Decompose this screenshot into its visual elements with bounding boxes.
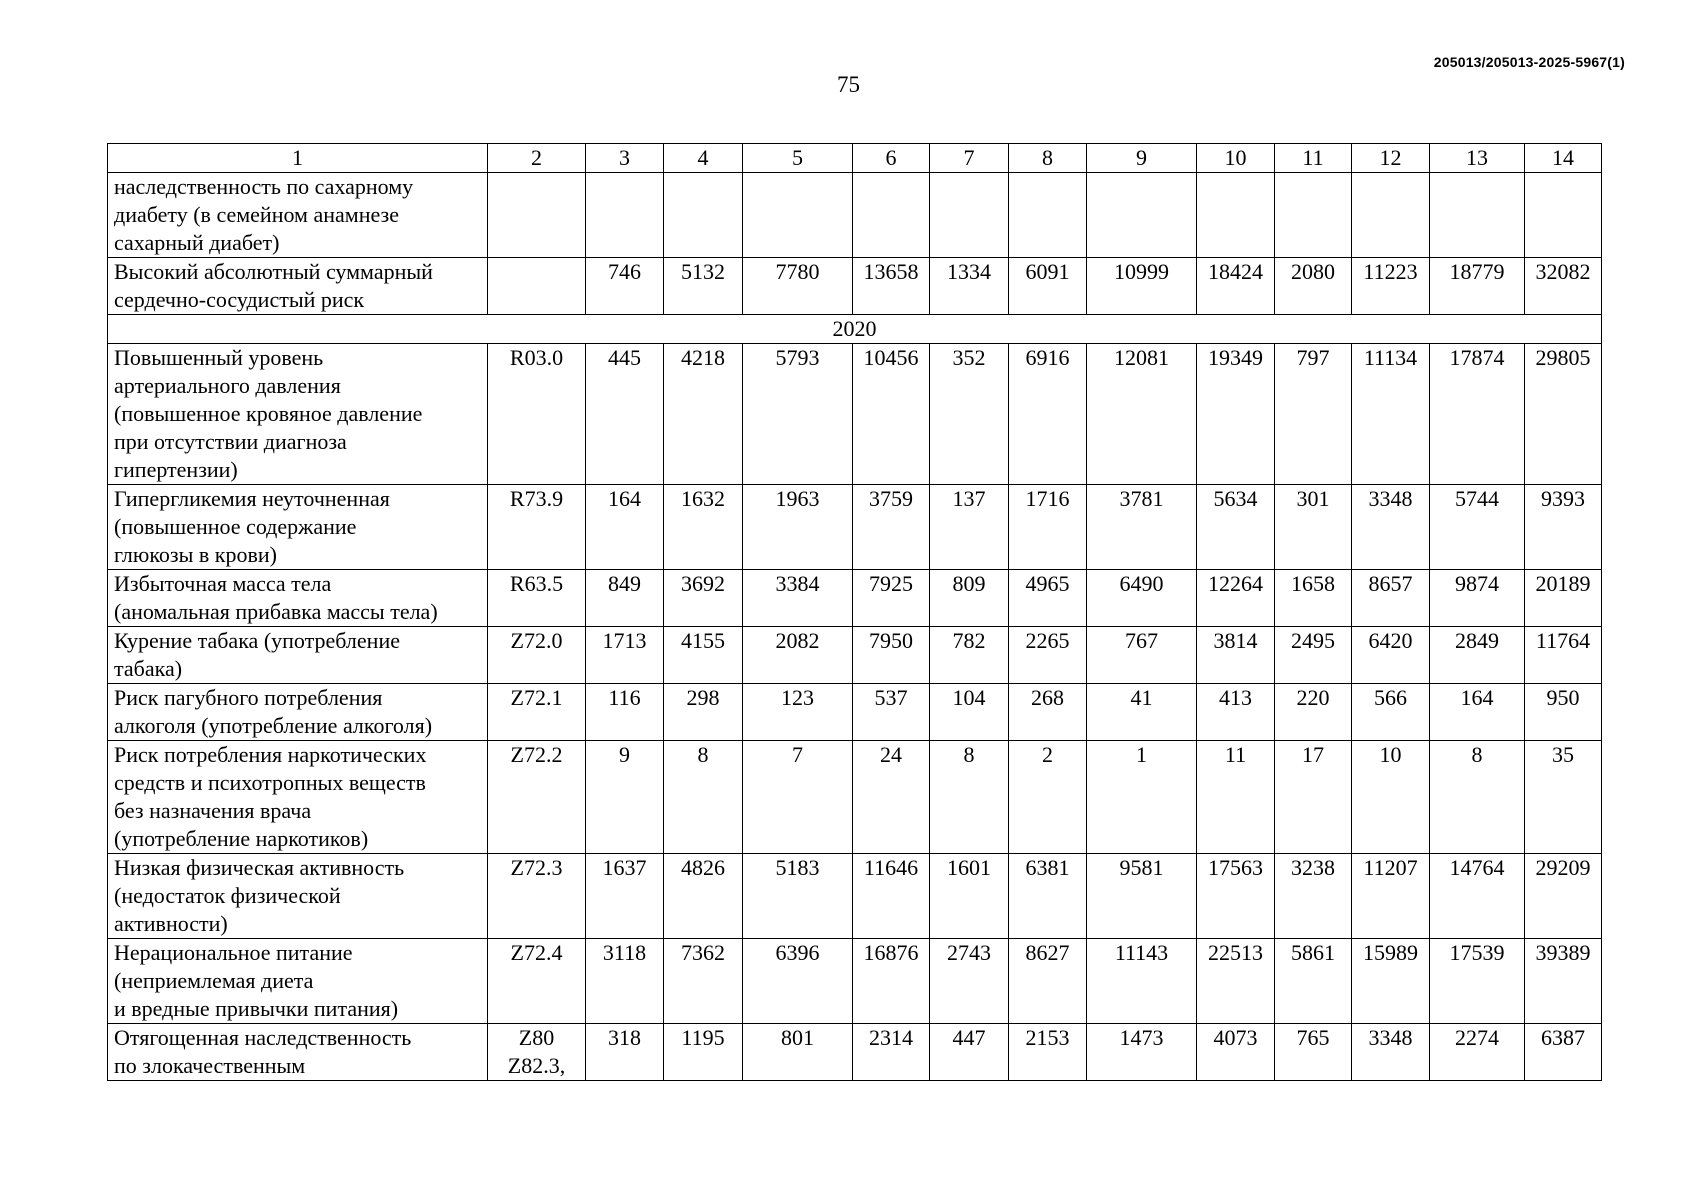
indicator-name-line: артериального давления	[114, 373, 341, 398]
value-cell-col-9: 6490	[1087, 570, 1197, 627]
indicator-name-line: средств и психотропных веществ	[114, 770, 426, 795]
value-cell-col-8: 2265	[1009, 627, 1087, 684]
value-cell-col-6: 537	[853, 684, 930, 741]
value-cell-col-14: 11764	[1525, 627, 1602, 684]
table-row	[108, 485, 1602, 570]
table-row	[108, 258, 1602, 315]
value-cell-col-11	[1275, 173, 1352, 258]
value-cell-col-5: 7780	[743, 258, 853, 315]
value-cell-col-10: 22513	[1197, 939, 1275, 1024]
column-header-5: 5	[743, 144, 853, 173]
column-header-8: 8	[1009, 144, 1087, 173]
value-cell-col-8: 6916	[1009, 344, 1087, 485]
indicator-name-line: алкоголя (употребление алкоголя)	[114, 713, 433, 738]
value-cell-col-5: 2082	[743, 627, 853, 684]
column-header-13: 13	[1430, 144, 1525, 173]
column-header-12: 12	[1352, 144, 1430, 173]
table-row	[108, 854, 1602, 939]
value-cell-col-13: 17539	[1430, 939, 1525, 1024]
value-cell-col-3: 746	[586, 258, 664, 315]
value-cell-col-11: 765	[1275, 1024, 1352, 1081]
indicator-name	[108, 627, 488, 684]
indicator-name	[108, 344, 488, 485]
value-cell-col-7: 809	[930, 570, 1009, 627]
value-cell-col-14	[1525, 173, 1602, 258]
indicator-name-line: сахарный диабет)	[114, 230, 280, 255]
value-cell-col-12: 8657	[1352, 570, 1430, 627]
indicator-name-line: табака)	[114, 656, 183, 681]
value-cell-col-12: 3348	[1352, 1024, 1430, 1081]
indicator-name-line: Курение табака (употребление	[114, 628, 400, 653]
value-cell-col-14: 39389	[1525, 939, 1602, 1024]
indicator-name-line: и вредные привычки питания)	[114, 996, 399, 1021]
icd-code-line: Z72.0	[510, 628, 563, 653]
indicator-name-line: (неприемлемая диета	[114, 968, 314, 993]
value-cell-col-8: 6381	[1009, 854, 1087, 939]
icd-code	[488, 485, 586, 570]
value-cell-col-11: 3238	[1275, 854, 1352, 939]
column-header-2: 2	[488, 144, 586, 173]
value-cell-col-5: 5793	[743, 344, 853, 485]
value-cell-col-4: 1632	[664, 485, 743, 570]
value-cell-col-4: 298	[664, 684, 743, 741]
icd-code-line: Z72.1	[510, 685, 563, 710]
table-row	[108, 1024, 1602, 1081]
value-cell-col-4: 4155	[664, 627, 743, 684]
value-cell-col-11: 797	[1275, 344, 1352, 485]
year-row	[108, 315, 1602, 344]
value-cell-col-8: 1716	[1009, 485, 1087, 570]
value-cell-col-9	[1087, 173, 1197, 258]
value-cell-col-3: 318	[586, 1024, 664, 1081]
value-cell-col-6	[853, 173, 930, 258]
value-cell-col-6: 24	[853, 741, 930, 854]
value-cell-col-12	[1352, 173, 1430, 258]
indicator-name-line: по злокачественным	[114, 1053, 306, 1078]
value-cell-col-13: 8	[1430, 741, 1525, 854]
icd-code-line: Z80	[518, 1025, 555, 1050]
value-cell-col-8: 8627	[1009, 939, 1087, 1024]
value-cell-col-10: 18424	[1197, 258, 1275, 315]
value-cell-col-10: 11	[1197, 741, 1275, 854]
indicator-name-line: активности)	[114, 911, 228, 936]
icd-code-line: R73.9	[509, 486, 564, 511]
value-cell-col-7: 137	[930, 485, 1009, 570]
value-cell-col-8: 268	[1009, 684, 1087, 741]
value-cell-col-10: 17563	[1197, 854, 1275, 939]
year-label: 2020	[108, 315, 1602, 344]
value-cell-col-7: 8	[930, 741, 1009, 854]
value-cell-col-3: 445	[586, 344, 664, 485]
value-cell-col-5: 5183	[743, 854, 853, 939]
icd-code	[488, 741, 586, 854]
icd-code	[488, 684, 586, 741]
value-cell-col-3: 1713	[586, 627, 664, 684]
indicator-name-line: (аномальная прибавка массы тела)	[114, 599, 438, 624]
value-cell-col-9: 9581	[1087, 854, 1197, 939]
icd-code	[488, 854, 586, 939]
icd-code	[488, 173, 586, 258]
value-cell-col-12: 15989	[1352, 939, 1430, 1024]
value-cell-col-4: 1195	[664, 1024, 743, 1081]
icd-code-line: R63.5	[509, 571, 564, 596]
indicator-name-line: Гипергликемия неуточненная	[114, 486, 390, 511]
indicator-name-line: (повышенное кровяное давление	[114, 401, 423, 426]
value-cell-col-3: 9	[586, 741, 664, 854]
table-row	[108, 173, 1602, 258]
value-cell-col-13: 5744	[1430, 485, 1525, 570]
value-cell-col-5	[743, 173, 853, 258]
indicator-name-line: диабету (в семейном анамнезе	[114, 202, 399, 227]
value-cell-col-5: 1963	[743, 485, 853, 570]
value-cell-col-5: 3384	[743, 570, 853, 627]
value-cell-col-14: 29805	[1525, 344, 1602, 485]
indicator-name	[108, 485, 488, 570]
column-header-9: 9	[1087, 144, 1197, 173]
value-cell-col-3: 116	[586, 684, 664, 741]
table-row	[108, 939, 1602, 1024]
icd-code-line: Z82.3,	[507, 1053, 566, 1078]
indicator-name-line: наследственность по сахарному	[114, 174, 414, 199]
value-cell-col-3: 1637	[586, 854, 664, 939]
value-cell-col-4: 8	[664, 741, 743, 854]
value-cell-col-7: 2743	[930, 939, 1009, 1024]
column-header-6: 6	[853, 144, 930, 173]
icd-code-line: Z72.2	[510, 742, 563, 767]
value-cell-col-13: 18779	[1430, 258, 1525, 315]
indicator-name-line: (употребление наркотиков)	[114, 826, 369, 851]
value-cell-col-6: 2314	[853, 1024, 930, 1081]
value-cell-col-9: 12081	[1087, 344, 1197, 485]
value-cell-col-11: 220	[1275, 684, 1352, 741]
indicator-name-line: Повышенный уровень	[114, 345, 324, 370]
value-cell-col-9: 767	[1087, 627, 1197, 684]
value-cell-col-7: 447	[930, 1024, 1009, 1081]
value-cell-col-10	[1197, 173, 1275, 258]
indicator-name-line: сердечно-сосудистый риск	[114, 287, 365, 312]
indicator-name	[108, 1024, 488, 1081]
value-cell-col-3: 164	[586, 485, 664, 570]
indicator-name-line: Риск пагубного потребления	[114, 685, 383, 710]
value-cell-col-4: 3692	[664, 570, 743, 627]
value-cell-col-7: 1601	[930, 854, 1009, 939]
indicator-name-line: без назначения врача	[114, 798, 312, 823]
value-cell-col-12: 10	[1352, 741, 1430, 854]
column-header-11: 11	[1275, 144, 1352, 173]
value-cell-col-12: 3348	[1352, 485, 1430, 570]
table-row	[108, 741, 1602, 854]
value-cell-col-6: 13658	[853, 258, 930, 315]
value-cell-col-14: 9393	[1525, 485, 1602, 570]
indicator-name-line: при отсутствии диагноза	[114, 429, 347, 454]
value-cell-col-13: 17874	[1430, 344, 1525, 485]
indicator-name-line: Высокий абсолютный суммарный	[114, 259, 433, 284]
value-cell-col-14: 35	[1525, 741, 1602, 854]
document-id: 205013/205013-2025-5967(1)	[1433, 54, 1625, 70]
value-cell-col-3	[586, 173, 664, 258]
value-cell-col-8: 2	[1009, 741, 1087, 854]
table-row	[108, 684, 1602, 741]
value-cell-col-11: 2080	[1275, 258, 1352, 315]
icd-code	[488, 1024, 586, 1081]
icd-code-line: Z72.3	[510, 855, 563, 880]
value-cell-col-7: 782	[930, 627, 1009, 684]
value-cell-col-14: 32082	[1525, 258, 1602, 315]
value-cell-col-12: 11223	[1352, 258, 1430, 315]
value-cell-col-3: 849	[586, 570, 664, 627]
value-cell-col-9: 10999	[1087, 258, 1197, 315]
indicator-name-line: глюкозы в крови)	[114, 542, 277, 567]
value-cell-col-10: 5634	[1197, 485, 1275, 570]
value-cell-col-13: 14764	[1430, 854, 1525, 939]
value-cell-col-9: 41	[1087, 684, 1197, 741]
value-cell-col-14: 6387	[1525, 1024, 1602, 1081]
value-cell-col-13: 164	[1430, 684, 1525, 741]
value-cell-col-4: 4826	[664, 854, 743, 939]
value-cell-col-13: 2274	[1430, 1024, 1525, 1081]
value-cell-col-3: 3118	[586, 939, 664, 1024]
value-cell-col-10: 19349	[1197, 344, 1275, 485]
indicator-name	[108, 854, 488, 939]
value-cell-col-7: 104	[930, 684, 1009, 741]
indicator-name	[108, 173, 488, 258]
column-header-10: 10	[1197, 144, 1275, 173]
value-cell-col-6: 7950	[853, 627, 930, 684]
value-cell-col-8: 6091	[1009, 258, 1087, 315]
value-cell-col-6: 7925	[853, 570, 930, 627]
column-header-3: 3	[586, 144, 664, 173]
indicator-name	[108, 684, 488, 741]
icd-code-line: Z72.4	[510, 940, 563, 965]
data-table	[107, 143, 1602, 1081]
value-cell-col-5: 7	[743, 741, 853, 854]
indicator-name-line: (повышенное содержание	[114, 514, 357, 539]
value-cell-col-4: 4218	[664, 344, 743, 485]
indicator-name	[108, 939, 488, 1024]
value-cell-col-5: 123	[743, 684, 853, 741]
value-cell-col-14: 20189	[1525, 570, 1602, 627]
value-cell-col-14: 950	[1525, 684, 1602, 741]
value-cell-col-11: 301	[1275, 485, 1352, 570]
value-cell-col-11: 1658	[1275, 570, 1352, 627]
value-cell-col-8	[1009, 173, 1087, 258]
icd-code	[488, 627, 586, 684]
value-cell-col-8: 2153	[1009, 1024, 1087, 1081]
indicator-name-line: Избыточная масса тела	[114, 571, 332, 596]
icd-code-line: R03.0	[509, 345, 564, 370]
indicator-name-line: гипертензии)	[114, 457, 238, 482]
indicator-name	[108, 570, 488, 627]
value-cell-col-9: 1	[1087, 741, 1197, 854]
value-cell-col-6: 3759	[853, 485, 930, 570]
value-cell-col-7	[930, 173, 1009, 258]
value-cell-col-11: 2495	[1275, 627, 1352, 684]
indicator-name-line: Низкая физическая активность	[114, 855, 405, 880]
value-cell-col-11: 5861	[1275, 939, 1352, 1024]
value-cell-col-12: 566	[1352, 684, 1430, 741]
icd-code	[488, 344, 586, 485]
page-number: 75	[837, 72, 860, 97]
indicator-name	[108, 741, 488, 854]
value-cell-col-10: 413	[1197, 684, 1275, 741]
value-cell-col-5: 6396	[743, 939, 853, 1024]
table-row	[108, 627, 1602, 684]
indicator-name-line: Нерациональное питание	[114, 940, 353, 965]
value-cell-col-10: 4073	[1197, 1024, 1275, 1081]
icd-code	[488, 939, 586, 1024]
value-cell-col-14: 29209	[1525, 854, 1602, 939]
indicator-name	[108, 258, 488, 315]
value-cell-col-4: 7362	[664, 939, 743, 1024]
indicator-name-line: Риск потребления наркотических	[114, 742, 427, 767]
column-header-14: 14	[1525, 144, 1602, 173]
header-row	[108, 144, 1602, 173]
value-cell-col-6: 16876	[853, 939, 930, 1024]
value-cell-col-12: 6420	[1352, 627, 1430, 684]
value-cell-col-9: 1473	[1087, 1024, 1197, 1081]
value-cell-col-10: 12264	[1197, 570, 1275, 627]
column-header-7: 7	[930, 144, 1009, 173]
value-cell-col-12: 11134	[1352, 344, 1430, 485]
value-cell-col-6: 10456	[853, 344, 930, 485]
icd-code	[488, 570, 586, 627]
column-header-4: 4	[664, 144, 743, 173]
value-cell-col-13: 2849	[1430, 627, 1525, 684]
value-cell-col-7: 352	[930, 344, 1009, 485]
value-cell-col-8: 4965	[1009, 570, 1087, 627]
icd-code	[488, 258, 586, 315]
value-cell-col-13: 9874	[1430, 570, 1525, 627]
value-cell-col-10: 3814	[1197, 627, 1275, 684]
indicator-name-line: Отягощенная наследственность	[114, 1025, 412, 1050]
column-header-1: 1	[108, 144, 488, 173]
value-cell-col-9: 3781	[1087, 485, 1197, 570]
value-cell-col-4	[664, 173, 743, 258]
table-row	[108, 344, 1602, 485]
value-cell-col-6: 11646	[853, 854, 930, 939]
table-row	[108, 570, 1602, 627]
value-cell-col-4: 5132	[664, 258, 743, 315]
value-cell-col-13	[1430, 173, 1525, 258]
value-cell-col-11: 17	[1275, 741, 1352, 854]
value-cell-col-5: 801	[743, 1024, 853, 1081]
value-cell-col-9: 11143	[1087, 939, 1197, 1024]
value-cell-col-12: 11207	[1352, 854, 1430, 939]
value-cell-col-7: 1334	[930, 258, 1009, 315]
indicator-name-line: (недостаток физической	[114, 883, 341, 908]
